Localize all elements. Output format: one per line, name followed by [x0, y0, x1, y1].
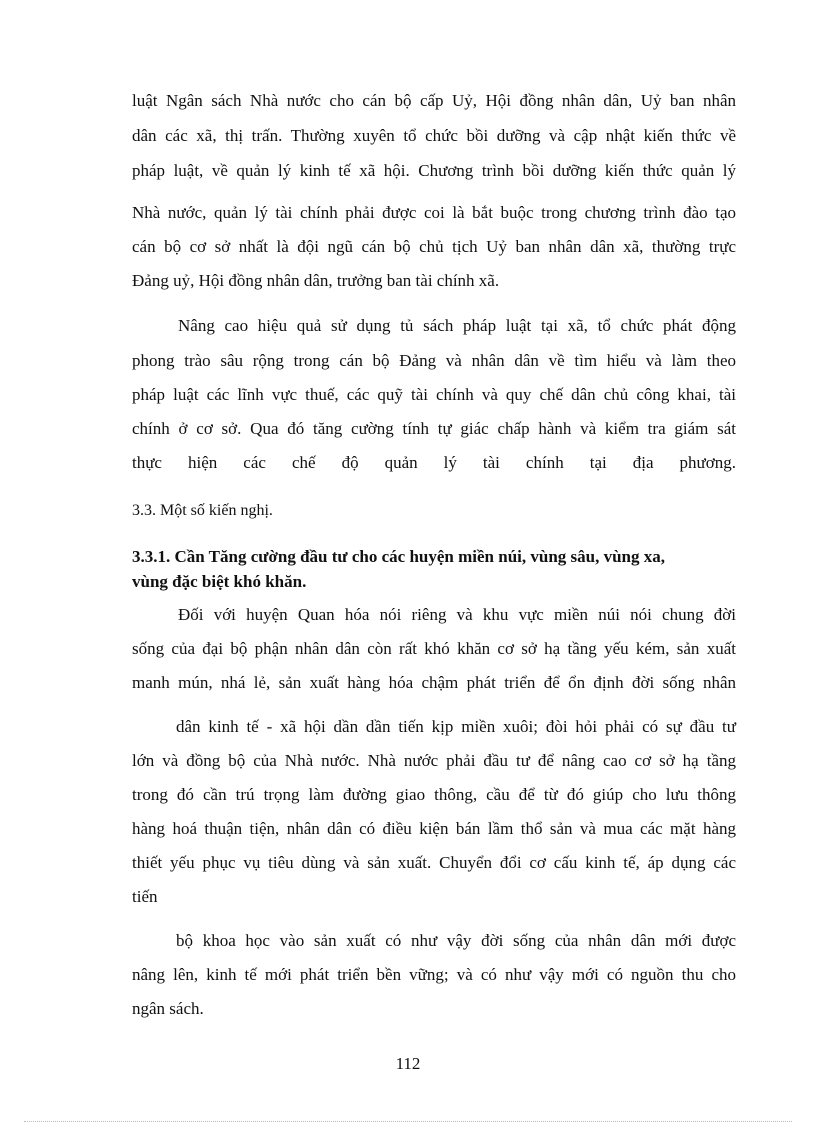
page-number: 112 [395, 1054, 421, 1073]
text-line: pháp luật, về quản lý kinh tế xã hội. Chương trình bồi dưỡng kiến thức quản lý [132, 161, 736, 180]
text-line: thực hiện các chế độ quản lý tài chính tại địa phương. [132, 453, 736, 472]
text-line: Nâng cao hiệu quả sử dụng tủ sách pháp luật tại xã, tổ chức phát động [178, 316, 736, 335]
text-line: pháp luật các lĩnh vực thuế, các quỹ tài chính và quy chế dân chủ công khai, tài [132, 385, 736, 404]
text-line: Đối với huyện Quan hóa nói riêng và khu vực miền núi nói chung đời [178, 605, 736, 624]
page-bottom-divider [24, 1121, 792, 1122]
text-line: nâng lên, kinh tế mới phát triển bền vững; và có như vậy mới có nguồn thu cho [132, 965, 736, 984]
text-line: sống của đại bộ phận nhân dân còn rất khó khăn cơ sở hạ tầng yếu kém, sản xuất [132, 639, 736, 658]
text-line: hàng hoá thuận tiện, nhân dân có điều kiện bán lầm thổ sản và mua các mặt hàng [132, 819, 736, 838]
text-line: trong đó cần trú trọng làm đường giao thông, cầu để từ đó giúp cho lưu thông [132, 785, 736, 804]
text-line: thiết yếu phục vụ tiêu dùng và sản xuất. Chuyển đổi cơ cấu kinh tế, áp dụng các [132, 853, 736, 872]
text-line: tiến [132, 887, 158, 906]
text-line: Đảng uỷ, Hội đồng nhân dân, trưởng ban tài chính xã. [132, 271, 500, 290]
heading-line: vùng đặc biệt khó khăn. [132, 572, 307, 591]
section-heading: 3.3. Một số kiến nghị. [132, 502, 273, 519]
text-line: Nhà nước, quản lý tài chính phải được coi là bắt buộc trong chương trình đào tạo [132, 203, 736, 222]
text-line: manh mún, nhá lẻ, sản xuất hàng hóa chậm phát triển để ổn định đời sống nhân [132, 673, 736, 692]
text-line: chính ở cơ sở. Qua đó tăng cường tính tự giác chấp hành và kiểm tra giám sát [132, 419, 736, 438]
text-line: cán bộ cơ sở nhất là đội ngũ cán bộ chủ tịch Uỷ ban nhân dân xã, thường trực [132, 237, 736, 256]
text-line: ngân sách. [132, 999, 204, 1018]
text-line: lớn và đồng bộ của Nhà nước. Nhà nước phải đầu tư để nâng cao cơ sở hạ tầng [132, 751, 736, 770]
text-line: dân các xã, thị trấn. Thường xuyên tổ chức bồi dưỡng và cập nhật kiến thức về [132, 126, 736, 145]
text-line: dân kinh tế - xã hội dần dần tiến kịp miền xuôi; đòi hỏi phải có sự đầu tư [176, 717, 736, 736]
text-line: phong trào sâu rộng trong cán bộ Đảng và nhân dân về tìm hiểu và làm theo [132, 351, 736, 370]
heading-line: 3.3.1. Cần Tăng cường đầu tư cho các huyện miền núi, vùng sâu, vùng xa, [132, 547, 666, 566]
text-line: luật Ngân sách Nhà nước cho cán bộ cấp Uỷ, Hội đồng nhân dân, Uỷ ban nhân [132, 91, 736, 110]
text-line: bộ khoa học vào sản xuất có như vậy đời sống của nhân dân mới được [176, 931, 736, 950]
